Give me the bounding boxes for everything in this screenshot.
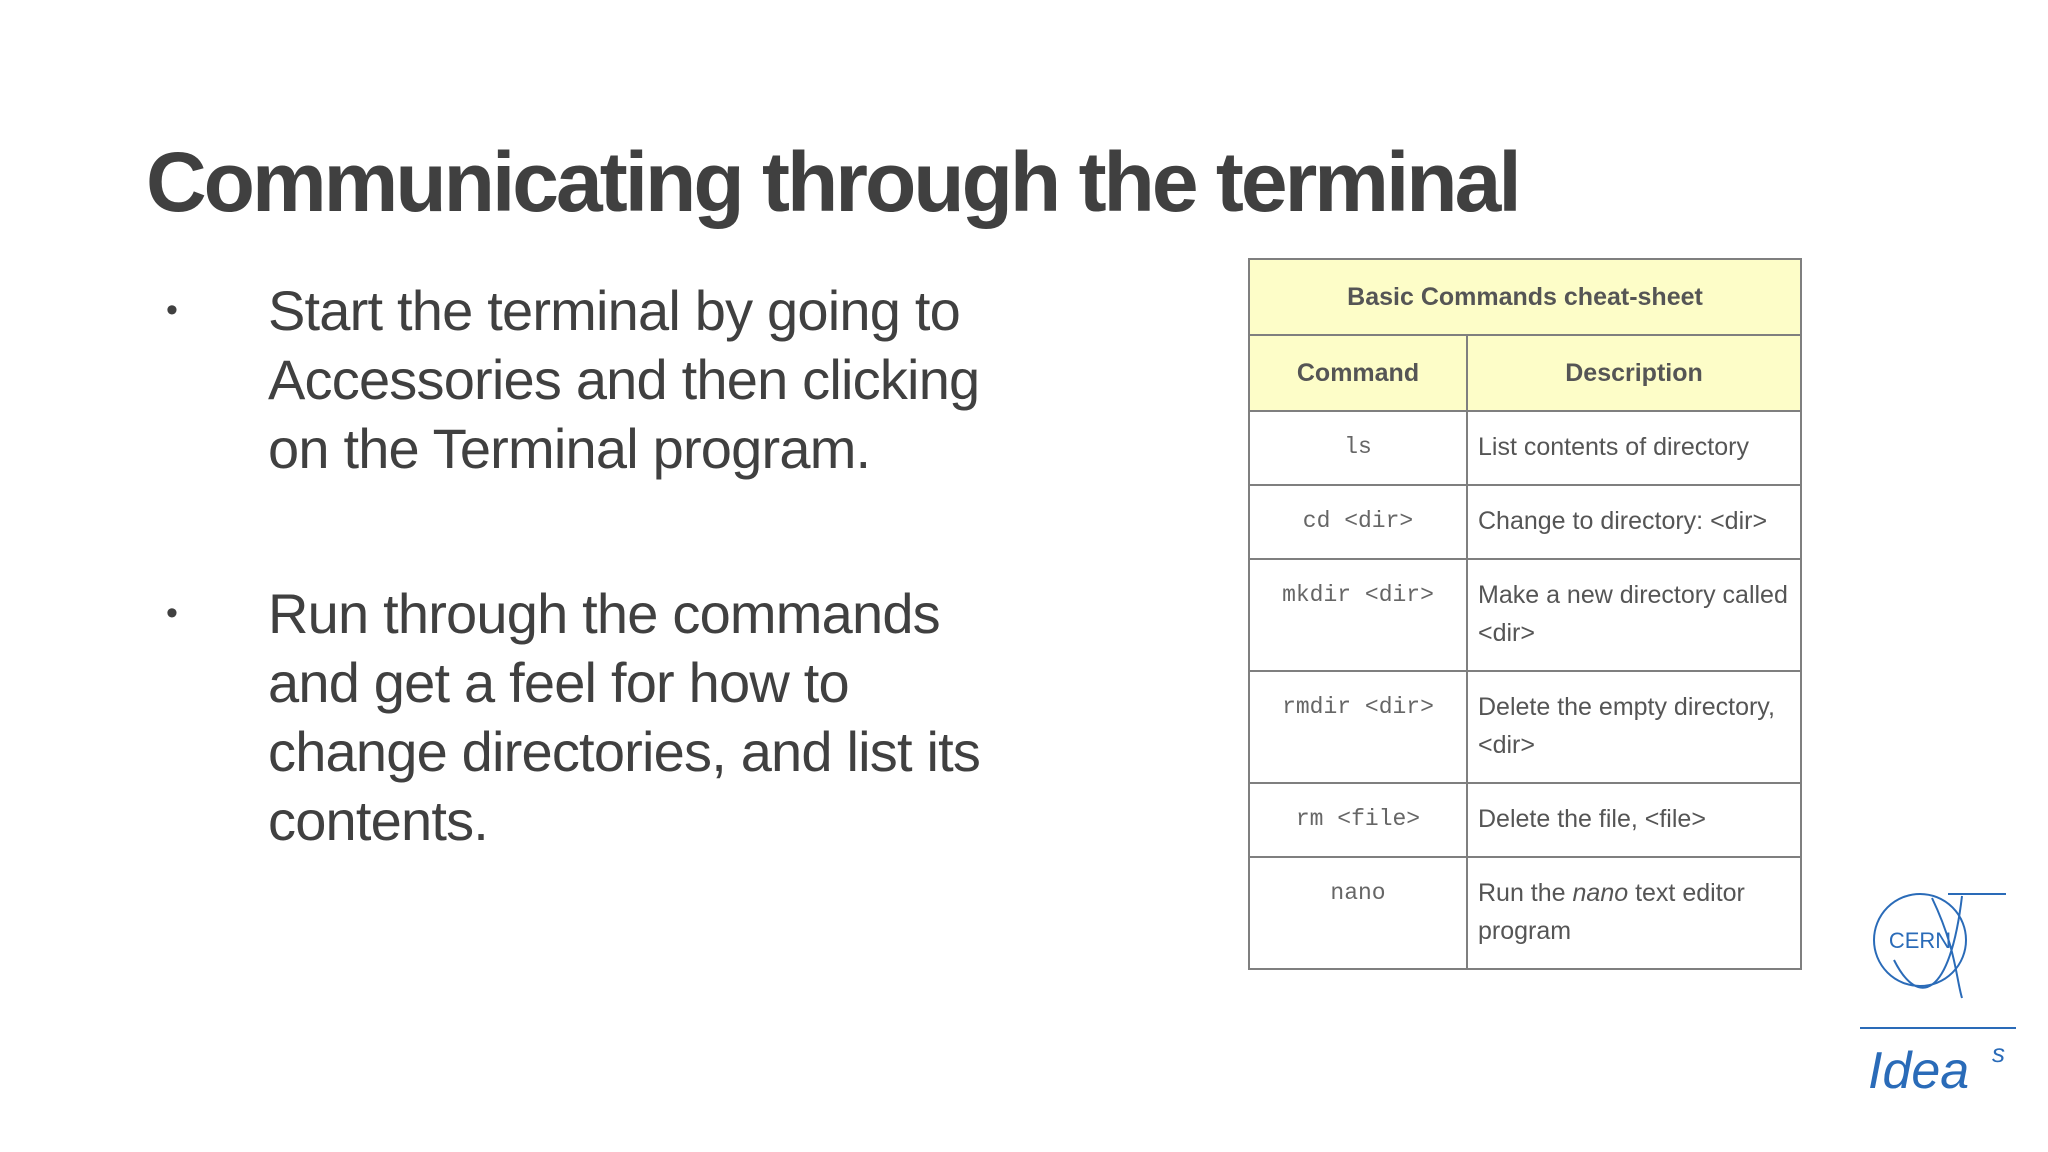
table-row xyxy=(1249,857,1801,969)
description-cell: Delete the file, <file> xyxy=(1467,783,1801,857)
table-caption-row xyxy=(1249,259,1801,335)
slide-title: Communicating through the terminal xyxy=(146,135,1519,229)
table-row xyxy=(1249,783,1801,857)
table-row xyxy=(1249,671,1801,783)
table-caption: Basic Commands cheat-sheet xyxy=(1249,259,1801,335)
column-header-command: Command xyxy=(1249,335,1467,411)
description-cell: Delete the empty directory, <dir> xyxy=(1467,671,1801,783)
command-cell: nano xyxy=(1249,857,1467,969)
bullet-text: Start the terminal by going to Accessories and then clicking on the Terminal program. xyxy=(268,279,980,480)
table-row xyxy=(1249,559,1801,671)
logo-ideas-superscript: s xyxy=(1992,1038,2005,1068)
table-row xyxy=(1249,485,1801,559)
command-cell: mkdir <dir> xyxy=(1249,559,1467,671)
bullet-list xyxy=(160,276,1020,855)
command-cell: ls xyxy=(1249,411,1467,485)
cern-ideas-logo xyxy=(1858,888,2018,1098)
cheat-sheet-table xyxy=(1248,258,1802,970)
bullet-marker: • xyxy=(166,291,178,329)
command-cell: rm <file> xyxy=(1249,783,1467,857)
description-cell xyxy=(1467,857,1801,969)
description-cell: Change to directory: <dir> xyxy=(1467,485,1801,559)
table-row xyxy=(1249,411,1801,485)
description-text: Run the xyxy=(1478,879,1573,907)
logo-cern-text: CERN xyxy=(1888,928,1952,953)
bullet-marker: • xyxy=(166,594,178,632)
logo-ideas-text: Idea xyxy=(1868,1042,1970,1098)
bullet-item xyxy=(160,579,1020,855)
command-cell: cd <dir> xyxy=(1249,485,1467,559)
table-header-row xyxy=(1249,335,1801,411)
description-emphasis: nano xyxy=(1572,879,1629,907)
bullet-text: Run through the commands and get a feel for how to change directories, and list its contents. xyxy=(268,582,981,852)
command-cell: rmdir <dir> xyxy=(1249,671,1467,783)
column-header-description: Description xyxy=(1467,335,1801,411)
description-cell: List contents of directory xyxy=(1467,411,1801,485)
bullet-item xyxy=(160,276,1020,483)
description-cell: Make a new directory called <dir> xyxy=(1467,559,1801,671)
description-text: text editor program xyxy=(1478,879,1745,945)
